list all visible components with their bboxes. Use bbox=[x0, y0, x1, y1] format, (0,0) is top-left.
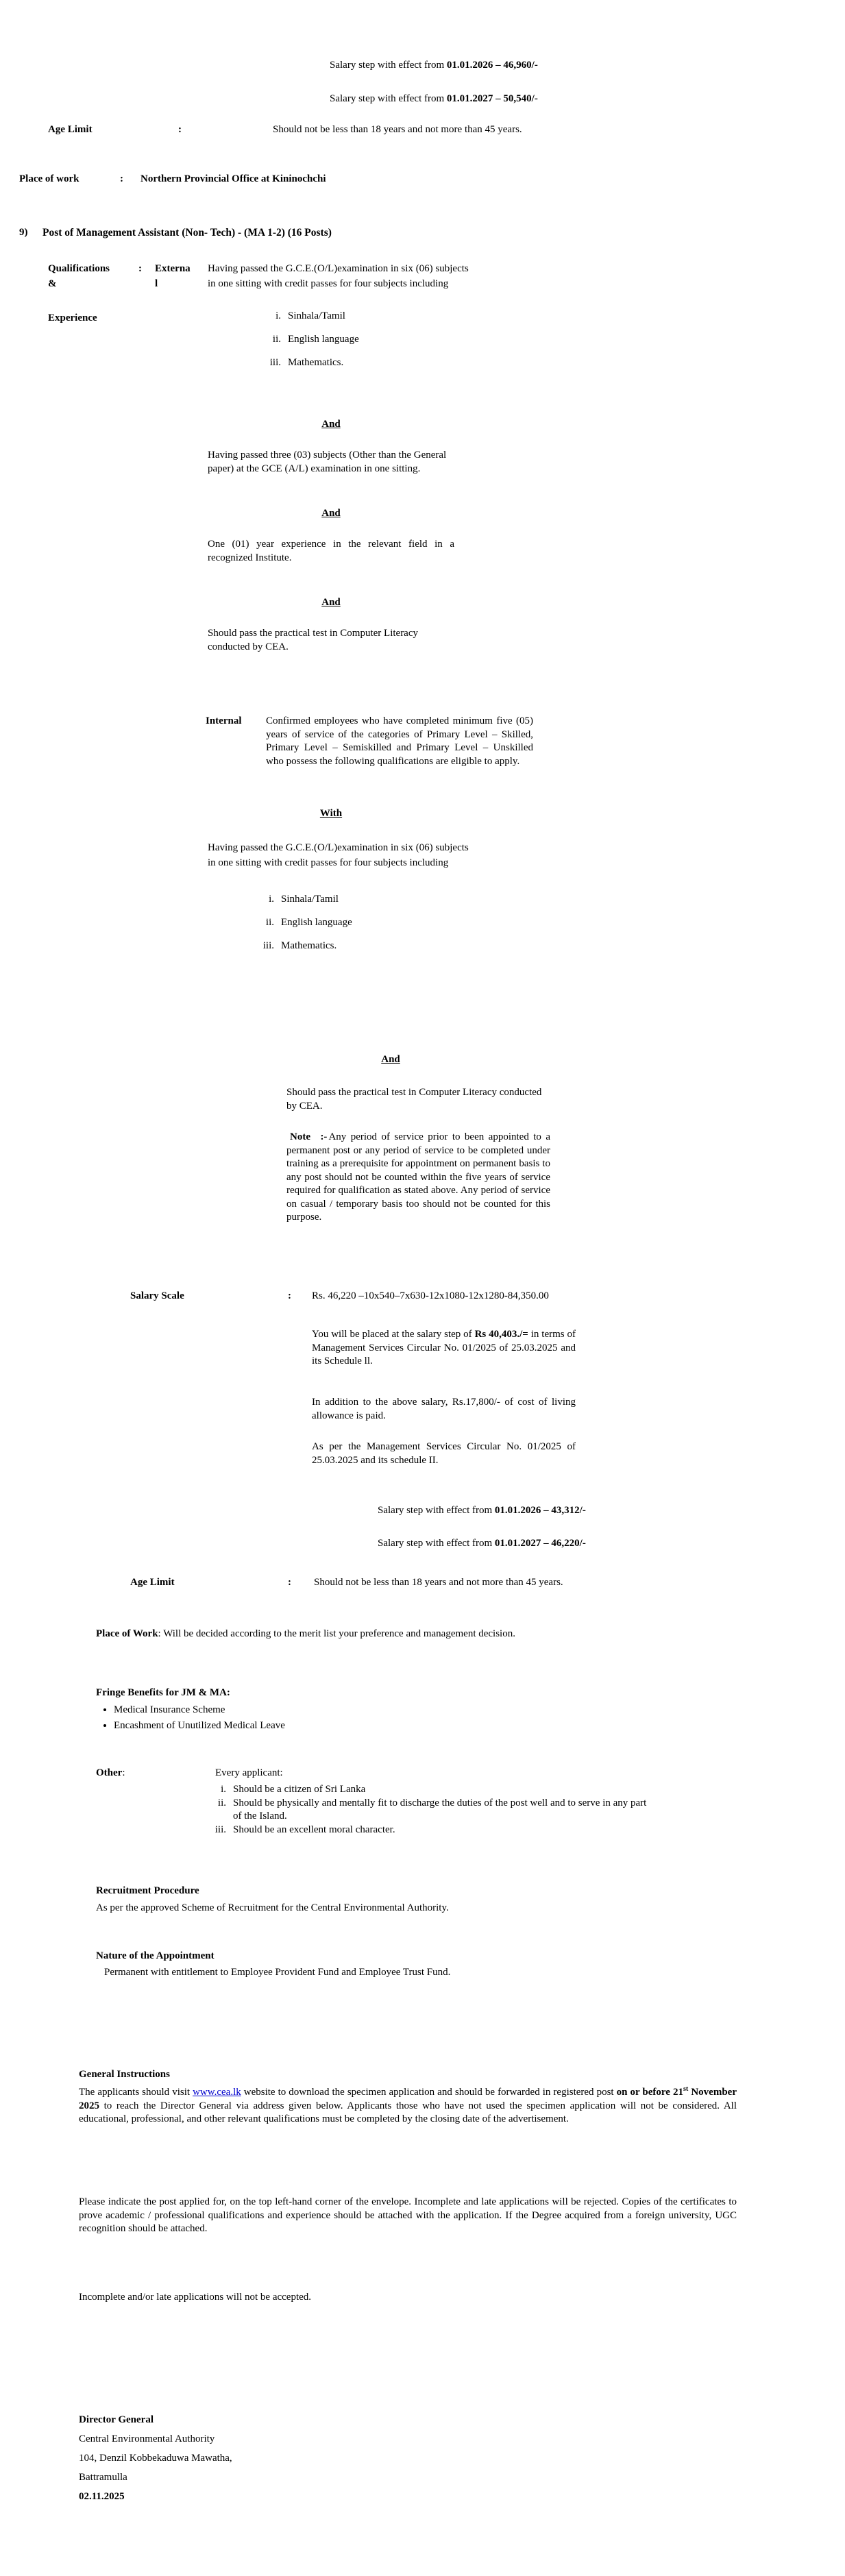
note-text: Any period of service prior to been appointed to a permanent post or any period of service to be completed under training as a prerequisite for appointment on permanent basis to any post should not be counted within the five years of service required for qualification as stated above. Any period of service on casual / temporary basis too should not be counted for this purpose. bbox=[286, 1131, 550, 1223]
salary-step-placement-para bbox=[312, 1328, 576, 1369]
with-separator: With bbox=[319, 808, 343, 819]
list-item-number: ii. bbox=[217, 1797, 226, 1808]
post-title: Post of Management Assistant (Non- Tech) - (MA 1-2) (16 Posts) bbox=[42, 227, 332, 238]
qualifications-colon: : bbox=[138, 263, 142, 274]
place-of-work-top-label: Place of work bbox=[19, 173, 79, 184]
gi-p1-part2: website to download the specimen application and should be forwarded in registered post bbox=[241, 2087, 617, 2098]
nature-of-appointment-heading: Nature of the Appointment bbox=[96, 1950, 215, 1961]
general-instructions-para-2: Please indicate the post applied for, on the top left-hand corner of the envelope. Incomplete and late applications will be rejected. Copies of the certificates to prove academic / professional qualifications and experience should be attached with the application. If the Degree acquired from a foreign university, UGC recognition should be attached. bbox=[79, 2196, 737, 2234]
salary-step-2026-prefix: Salary step with effect from bbox=[378, 1505, 495, 1516]
gi-p1-part1: The applicants should visit bbox=[79, 2087, 193, 2098]
other-label-wrap bbox=[96, 1767, 125, 1780]
signature-address-1: 104, Denzil Kobbekaduwa Mawatha, bbox=[79, 2453, 232, 2464]
age-limit-label: Age Limit bbox=[130, 1577, 175, 1588]
list-item-number: ii. bbox=[265, 917, 274, 929]
other-list bbox=[206, 1783, 685, 1837]
signature-title: Director General bbox=[79, 2414, 154, 2425]
recruitment-procedure-text: As per the approved Scheme of Recruitment for the Central Environmental Authority. bbox=[96, 1902, 449, 1913]
age-limit-top-colon: : bbox=[178, 124, 182, 135]
list-item: • Medical Insurance Scheme bbox=[114, 1704, 507, 1717]
list-item-label: Should be a citizen of Sri Lanka bbox=[233, 1784, 366, 1795]
list-item bbox=[266, 310, 609, 323]
recruitment-procedure-heading: Recruitment Procedure bbox=[96, 1885, 199, 1896]
other-label: Other bbox=[96, 1767, 123, 1778]
list-item-number: iii. bbox=[215, 1824, 226, 1835]
signature-address-2: Battramulla bbox=[79, 2472, 127, 2483]
gi-deadline-sup: st bbox=[683, 2085, 689, 2093]
note-label: Note bbox=[290, 1131, 310, 1142]
and-separator-4: And bbox=[381, 1054, 400, 1065]
list-item bbox=[259, 893, 602, 906]
list-item: • Encashment of Unutilized Medical Leave bbox=[114, 1719, 507, 1733]
list-item-number: i. bbox=[221, 1784, 226, 1795]
gi-p1-part3: to reach the Director General via address given below. Applicants those who have not used the specimen application will not be considered. All educational, professional, and other relevant qualifications must be completed by the closing date of the advertisement. bbox=[79, 2100, 737, 2124]
internal-label: Internal bbox=[206, 715, 242, 726]
qualifications-amp: & bbox=[48, 278, 57, 289]
salary-step-placement-amount: Rs 40,403./= bbox=[474, 1329, 528, 1340]
salary-step-placement-prefix: You will be placed at the salary step of bbox=[312, 1329, 475, 1340]
age-limit-top-value: Should not be less than 18 years and not more than 45 years. bbox=[273, 124, 522, 135]
list-item-number: iii. bbox=[269, 357, 281, 369]
list-item bbox=[259, 916, 602, 929]
qualifications-label: Qualifications bbox=[48, 263, 110, 274]
internal-note bbox=[286, 1131, 550, 1225]
other-colon: : bbox=[122, 1767, 125, 1778]
salary-step-2027 bbox=[378, 1537, 720, 1551]
external-intro-line2: in one sitting with credit passes for four subjects including bbox=[208, 278, 449, 289]
list-item-number: ii. bbox=[272, 334, 281, 345]
and-separator-2: And bbox=[321, 508, 341, 519]
internal-ol-line1: Having passed the G.C.E.(O/L)examination in six (06) subjects bbox=[208, 842, 469, 853]
salary-scale-value: Rs. 46,220 –10x540–7x630-12x1080-12x1280-84,350.00 bbox=[312, 1290, 549, 1301]
internal-practical-test-text: Should pass the practical test in Computer Literacy conducted by CEA. bbox=[286, 1087, 542, 1112]
internal-ol-line2: in one sitting with credit passes for four subjects including bbox=[208, 857, 449, 868]
circular-para: As per the Management Services Circular No. 01/2025 of 25.03.2025 and its schedule II. bbox=[312, 1441, 576, 1466]
salary-step-2027-value: 01.01.2027 – 46,220/- bbox=[494, 1538, 586, 1549]
list-item-label: Mathematics. bbox=[288, 357, 344, 369]
external-practical-test-text: Should pass the practical test in Computer Literacy conducted by CEA. bbox=[208, 628, 419, 652]
place-of-work-top-value: Northern Provincial Office at Kininochchi bbox=[140, 173, 326, 184]
place-of-work-top-colon: : bbox=[120, 173, 123, 184]
external-label-line2: l bbox=[155, 278, 158, 289]
gi-deadline-post: November 2025 bbox=[79, 2087, 737, 2111]
place-of-work-block bbox=[96, 1628, 672, 1641]
salary-step-2026-top-prefix: Salary step with effect from bbox=[330, 60, 447, 71]
fringe-benefits-list bbox=[96, 1704, 507, 1734]
salary-scale-colon: : bbox=[288, 1290, 291, 1301]
other-intro: Every applicant: bbox=[215, 1767, 283, 1778]
list-item bbox=[259, 940, 602, 953]
place-of-work-label: Place of Work bbox=[96, 1628, 158, 1639]
list-item-label: Sinhala/Tamil bbox=[288, 310, 345, 321]
external-label-line1: Externa bbox=[155, 263, 191, 274]
salary-step-2026-top bbox=[330, 59, 755, 72]
list-item bbox=[206, 1824, 685, 1837]
general-instructions-para-3: Incomplete and/or late applications will not be accepted. bbox=[79, 2292, 312, 2303]
salary-step-2026-value: 01.01.2026 – 43,312/- bbox=[494, 1505, 586, 1516]
list-item-label: Should be an excellent moral character. bbox=[233, 1824, 395, 1835]
note-colon: :- bbox=[320, 1131, 328, 1142]
experience-label: Experience bbox=[48, 312, 97, 323]
external-subject-list bbox=[266, 310, 609, 380]
salary-scale-label: Salary Scale bbox=[130, 1290, 184, 1301]
salary-step-2027-top-value: 01.01.2027 – 50,540/- bbox=[446, 93, 538, 104]
post-number: 9) bbox=[19, 227, 28, 238]
list-item-number: i. bbox=[275, 310, 281, 321]
place-of-work-text: : Will be decided according to the merit list your preference and management decision. bbox=[158, 1628, 515, 1639]
salary-step-2026-top-value: 01.01.2026 – 46,960/- bbox=[446, 60, 538, 71]
list-item-label: English language bbox=[281, 917, 352, 929]
list-item bbox=[266, 356, 609, 369]
salary-step-2026 bbox=[378, 1504, 720, 1518]
cea-website-link[interactable]: www.cea.lk bbox=[193, 2087, 241, 2098]
list-item-label: Should be physically and mentally fit to discharge the duties of the post well and to serve in any part of the Island. bbox=[233, 1797, 647, 1821]
list-item bbox=[206, 1797, 685, 1824]
gi-deadline-pre: on or before 21 bbox=[616, 2087, 683, 2098]
general-instructions-heading: General Instructions bbox=[79, 2069, 170, 2080]
experience-requirement-text: One (01) year experience in the relevant field in a recognized Institute. bbox=[208, 539, 454, 563]
salary-step-2027-top bbox=[330, 93, 755, 106]
salary-step-2027-prefix: Salary step with effect from bbox=[378, 1538, 495, 1549]
signature-date: 02.11.2025 bbox=[79, 2491, 125, 2502]
list-item-label: English language bbox=[288, 334, 359, 345]
external-intro-line1: Having passed the G.C.E.(O/L)examination in six (06) subjects bbox=[208, 263, 469, 274]
list-item-label: Sinhala/Tamil bbox=[281, 894, 339, 905]
salary-step-placement-suffix: in terms of Management Services Circular No. 01/2025 of 25.03.2025 and its Schedule ll. bbox=[312, 1329, 576, 1366]
list-item-number: i. bbox=[269, 894, 274, 905]
salary-step-2027-top-prefix: Salary step with effect from bbox=[330, 93, 447, 104]
list-item-label: Mathematics. bbox=[281, 940, 337, 952]
age-limit-colon: : bbox=[288, 1577, 291, 1588]
nature-of-appointment-text: Permanent with entitlement to Employee Provident Fund and Employee Trust Fund. bbox=[104, 1967, 451, 1978]
signature-org: Central Environmental Authority bbox=[79, 2433, 215, 2444]
and-separator-3: And bbox=[321, 597, 341, 608]
age-limit-top-label: Age Limit bbox=[48, 124, 93, 135]
al-requirement-text: Having passed three (03) subjects (Other than the General paper) at the GCE (A/L) examination in one sitting. bbox=[208, 450, 447, 474]
cola-para: In addition to the above salary, Rs.17,800/- of cost of living allowance is paid. bbox=[312, 1397, 576, 1421]
fringe-benefits-heading: Fringe Benefits for JM & MA: bbox=[96, 1687, 230, 1698]
list-item-number: iii. bbox=[262, 940, 274, 952]
general-instructions-para-1 bbox=[79, 2086, 737, 2126]
and-separator-1: And bbox=[321, 419, 341, 430]
internal-subject-list bbox=[259, 893, 602, 964]
list-item bbox=[206, 1783, 685, 1797]
internal-intro-text: Confirmed employees who have completed minimum five (05) years of service of the categories of Primary Level – Skilled, Primary Level – Semiskilled and Primary Level – Unskilled who possess the following qualifications are eligible to apply. bbox=[266, 715, 533, 767]
age-limit-value: Should not be less than 18 years and not more than 45 years. bbox=[314, 1577, 563, 1588]
list-item bbox=[266, 333, 609, 346]
